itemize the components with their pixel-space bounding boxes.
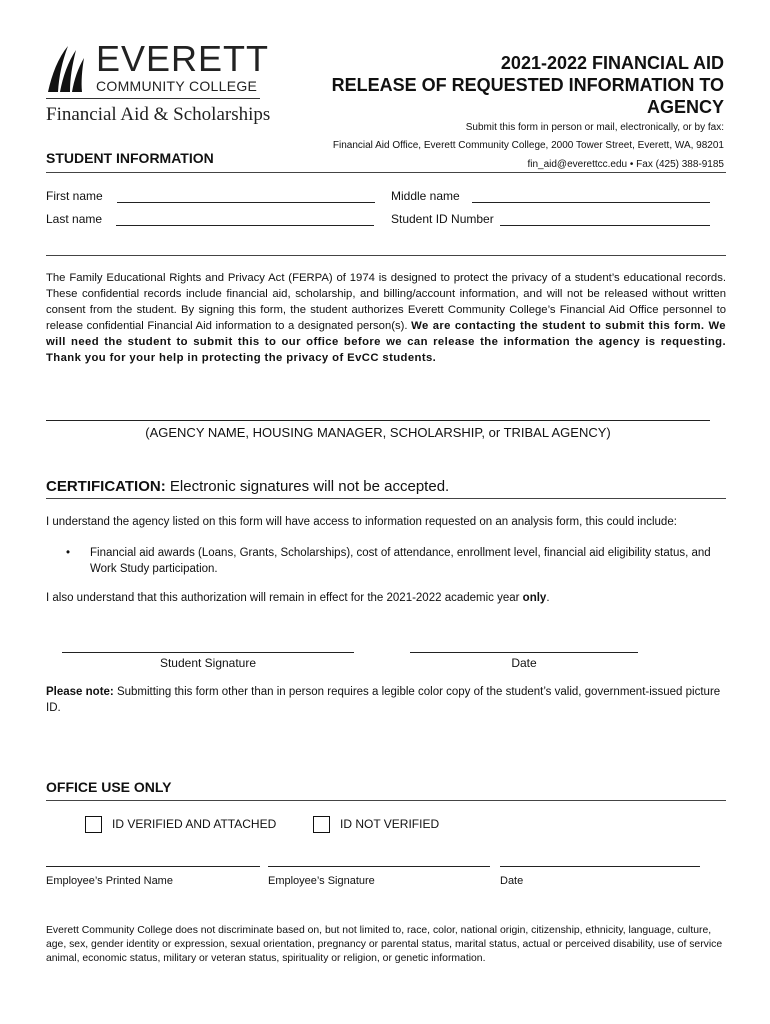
employee-date-field[interactable] (500, 856, 700, 867)
student-id-field[interactable] (391, 212, 710, 226)
note-label: Please note: (46, 686, 114, 698)
id-not-verified-label: ID NOT VERIFIED (340, 817, 440, 831)
employee-signature-label: Employee’s Signature (268, 875, 375, 887)
section-divider (46, 498, 726, 499)
employee-signature-field[interactable] (268, 856, 490, 867)
section-divider (46, 255, 726, 256)
ferpa-text: The Family Educational Rights and Privacy Act (FERPA) of 1974 is designed to protect the privacy of a student’s educational records. These confidential records include financial aid, scholarship, and billing/account information, and will not be released without written consent from the student. By signing this form, the student authorizes Everett Community College’s Financial Aid Office personnel to release confidential Financial Aid information to a designated person(s). (46, 272, 726, 332)
first-name-line[interactable] (117, 190, 375, 203)
employee-date-line[interactable] (500, 856, 700, 867)
id-verified-label: ID VERIFIED AND ATTACHED (112, 817, 277, 831)
id-not-verified-checkbox[interactable] (313, 816, 330, 833)
last-name-field[interactable] (46, 212, 374, 226)
office-address: Financial Aid Office, Everett Community College, 2000 Tower Street, Everett, WA, 98201 (332, 140, 724, 151)
employee-date-label: Date (500, 875, 524, 887)
bullet-item (66, 545, 716, 577)
authorization-text (46, 590, 716, 606)
employee-name-field[interactable] (46, 856, 260, 867)
office-contact: fin_aid@everettcc.edu • Fax (425) 388-9185 (527, 159, 724, 170)
employee-signature-line[interactable] (268, 856, 490, 867)
authorization-post: . (546, 592, 550, 604)
employee-name-label: Employee’s Printed Name (46, 875, 173, 887)
certification-title: CERTIFICATION: (46, 478, 166, 495)
section-divider (46, 172, 726, 173)
agency-line[interactable] (46, 412, 710, 421)
logo-college-name: EVERETT (96, 38, 270, 79)
section-divider (46, 800, 726, 801)
middle-name-field[interactable] (391, 189, 710, 203)
student-id-line[interactable] (500, 213, 710, 226)
ferpa-paragraph (46, 270, 726, 366)
certification-subtitle: Electronic signatures will not be accepted. (165, 478, 450, 495)
title-line-1: 2021-2022 FINANCIAL AID (500, 53, 724, 73)
logo-department: Financial Aid & Scholarships (46, 104, 271, 125)
certification-heading (46, 478, 449, 495)
title-line-3: AGENCY (646, 97, 724, 117)
middle-name-label: Middle name (391, 189, 460, 203)
id-verified-checkbox[interactable] (85, 816, 102, 833)
last-name-line[interactable] (116, 213, 374, 226)
first-name-field[interactable] (46, 189, 375, 203)
student-signature-line[interactable] (62, 642, 354, 653)
first-name-label: First name (46, 189, 103, 203)
authorization-pre: I also understand that this authorization will remain in effect for the 2021-2022 academic year (46, 592, 523, 604)
logo-divider (46, 98, 260, 99)
bullet-text: Financial aid awards (Loans, Grants, Scholarships), cost of attendance, enrollment level, financial aid eligibility status, and Work Study participation. (90, 547, 711, 575)
ferpa-bold-text: We are contacting the student to submit this form. We will need the student to submit this to our office before we can release the information the agency is requesting. Thank you for your help in protecting the privacy of EvCC students. (46, 320, 726, 364)
authorization-bold: only (522, 592, 547, 604)
agency-label: (AGENCY NAME, HOUSING MANAGER, SCHOLARSHIP, or TRIBAL AGENCY) (145, 425, 611, 440)
middle-name-line[interactable] (472, 190, 710, 203)
employee-name-line[interactable] (46, 856, 260, 867)
logo-college-subtitle: COMMUNITY COLLEGE (96, 78, 258, 94)
submit-instructions: Submit this form in person or mail, electronically, or by fax: (465, 122, 724, 133)
title-line-2: RELEASE OF REQUESTED INFORMATION TO (331, 75, 724, 95)
agency-field[interactable] (46, 412, 710, 440)
college-logo-icon (46, 44, 92, 94)
student-date-label: Date (511, 656, 537, 670)
please-note (46, 684, 721, 716)
student-signature-label: Student Signature (159, 656, 257, 670)
understand-text: I understand the agency listed on this form will have access to information requested on an analysis form, this could include: (46, 516, 677, 528)
last-name-label: Last name (46, 212, 103, 226)
bullet-dot: • (66, 547, 71, 559)
student-signature-field[interactable] (62, 642, 354, 670)
student-info-heading: STUDENT INFORMATION (46, 150, 214, 166)
student-date-field[interactable] (410, 642, 638, 670)
note-text: Submitting this form other than in person requires a legible color copy of the student’s valid, government-issued picture ID. (46, 686, 721, 714)
form-title (294, 52, 724, 118)
student-id-label: Student ID Number (391, 212, 494, 226)
student-date-line[interactable] (410, 642, 638, 653)
non-discrimination-statement: Everett Community College does not discriminate based on, but not limited to, race, color, national origin, citizenship, ethnicity, language, culture, age, sex, gender identity or expression, sexual orientation, pregnancy or parental status, marital status, actual or perceived disability, use of service animal, economic status, military or veteran status, spirituality or religion, or genetic information. (46, 925, 723, 964)
office-use-heading: OFFICE USE ONLY (46, 779, 172, 795)
